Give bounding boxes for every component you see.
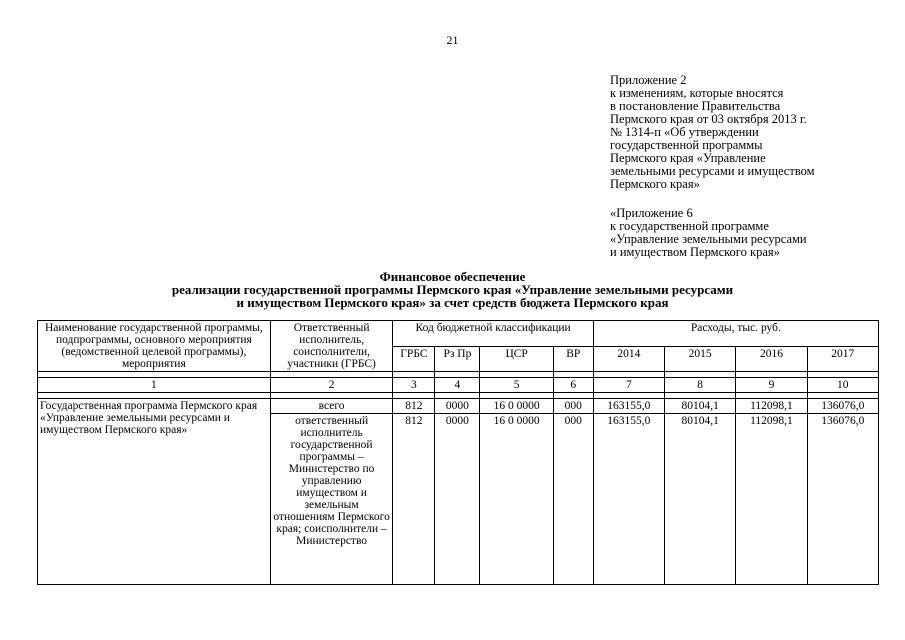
amount-2014-cell: 163155,0	[593, 399, 664, 414]
annex-line: и имуществом Пермского края»	[610, 245, 780, 259]
annex-line: Пермского края от 03 октября 2013 г.	[610, 112, 807, 126]
header-2016: 2016	[736, 346, 807, 372]
title-line: Финансовое обеспечение	[379, 269, 526, 284]
annex-block	[610, 74, 815, 259]
amount-2017-cell: 136076,0	[807, 414, 878, 585]
grbs-cell: 812	[393, 399, 435, 414]
annex-line: Пермского края»	[610, 177, 700, 191]
vr-cell: 000	[553, 414, 593, 585]
annex-line: «Приложение 6	[610, 206, 693, 220]
financing-table	[37, 320, 879, 585]
annex-line: Пермского края «Управление	[610, 151, 766, 165]
header-csr: ЦСР	[480, 346, 553, 372]
title-line: и имуществом Пермского края» за счет средств бюджета Пермского края	[236, 295, 669, 310]
column-number: 4	[435, 378, 480, 393]
program-name-cell: Государственная программа Пермского края «Управление земельными ресурсами и имуществом Пермского края»	[38, 399, 271, 585]
rzpr-cell: 0000	[435, 414, 480, 585]
amount-2016-cell: 112098,1	[736, 399, 807, 414]
annex-line: к государственной программе	[610, 219, 769, 233]
csr-cell: 16 0 0000	[480, 414, 553, 585]
annex-line: государственной программы	[610, 138, 763, 152]
responsible-cell: ответственный исполнитель государственной программы – Министерство по управлению имуществом и земельным отношениям Пермского края; соисполнители – Министерство	[270, 414, 393, 585]
header-name: Наименование государственной программы, подпрограммы, основного мероприятия (ведомственной целевой программы), мероприятия	[38, 321, 271, 372]
header-rzpr: Рз Пр	[435, 346, 480, 372]
annex-line: земельными ресурсами и имуществом	[610, 164, 815, 178]
annex-line: к изменениям, которые вносятся	[610, 86, 784, 100]
header-budget-code: Код бюджетной классификации	[393, 321, 593, 347]
column-number: 5	[480, 378, 553, 393]
header-2015: 2015	[665, 346, 736, 372]
column-number: 7	[593, 378, 664, 393]
document-title	[0, 270, 905, 309]
column-number: 8	[665, 378, 736, 393]
responsible-cell: всего	[270, 399, 393, 414]
annex-line: «Управление земельными ресурсами	[610, 232, 807, 246]
amount-2016-cell: 112098,1	[736, 414, 807, 585]
column-number-row	[38, 378, 879, 393]
csr-cell: 16 0 0000	[480, 399, 553, 414]
annex-line: № 1314-п «Об утверждении	[610, 125, 759, 139]
header-expenses: Расходы, тыс. руб.	[593, 321, 878, 347]
grbs-cell: 812	[393, 414, 435, 585]
column-number: 1	[38, 378, 271, 393]
table-row	[38, 399, 879, 414]
header-responsible: Ответственный исполнитель, соисполнители, участники (ГРБС)	[270, 321, 393, 372]
column-number: 2	[270, 378, 393, 393]
column-number: 9	[736, 378, 807, 393]
column-number: 6	[553, 378, 593, 393]
amount-2015-cell: 80104,1	[665, 399, 736, 414]
annex-line: Приложение 2	[610, 73, 687, 87]
header-grbs: ГРБС	[393, 346, 435, 372]
vr-cell: 000	[553, 399, 593, 414]
amount-2014-cell: 163155,0	[593, 414, 664, 585]
title-line: реализации государственной программы Пермского края «Управление земельными ресурсами	[171, 282, 734, 297]
column-number: 3	[393, 378, 435, 393]
rzpr-cell: 0000	[435, 399, 480, 414]
header-2017: 2017	[807, 346, 878, 372]
header-vr: ВР	[553, 346, 593, 372]
column-number: 10	[807, 378, 878, 393]
table-header-row	[38, 321, 879, 347]
page-number: 21	[446, 33, 459, 47]
amount-2015-cell: 80104,1	[665, 414, 736, 585]
annex-line: в постановление Правительства	[610, 99, 781, 113]
amount-2017-cell: 136076,0	[807, 399, 878, 414]
header-2014: 2014	[593, 346, 664, 372]
